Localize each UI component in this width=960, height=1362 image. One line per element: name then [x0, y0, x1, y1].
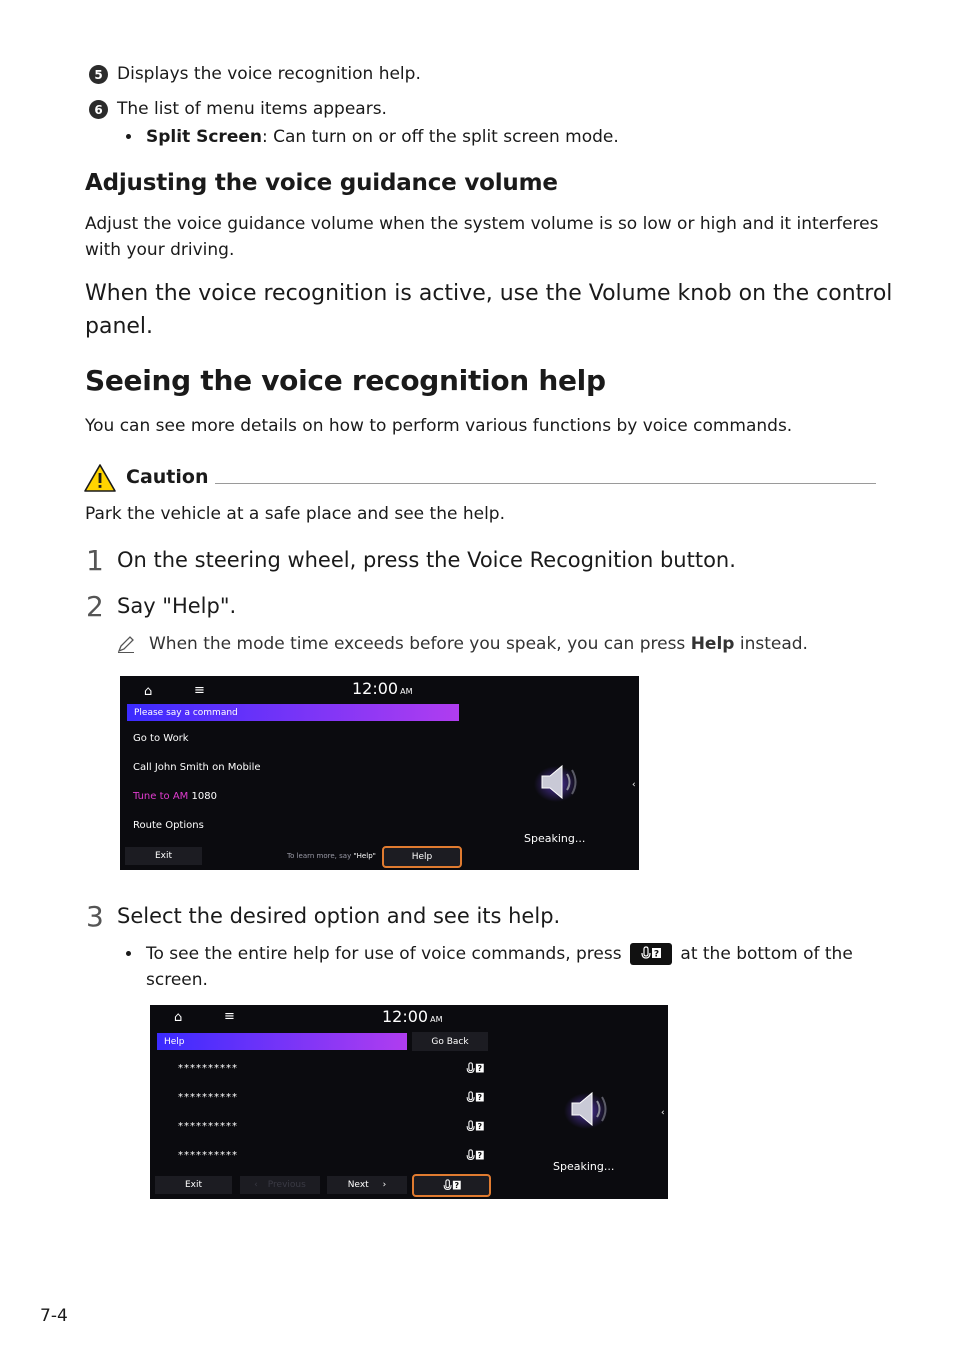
volume-para-line1: Adjust the voice guidance volume when the system volume is so low or high and it interferes	[85, 214, 879, 234]
svg-text:?: ?	[653, 949, 660, 960]
step-marker-5: 5	[89, 65, 108, 84]
split-screen-bullet	[146, 126, 619, 148]
voice-help-icon	[441, 1179, 463, 1193]
note-pencil-icon	[116, 634, 136, 658]
step3-bullet-line1	[146, 943, 853, 965]
chevron-left-icon: ‹	[254, 1180, 258, 1190]
step3-text: Select the desired option and see its help.	[117, 904, 561, 928]
step-number-2: 2	[86, 590, 104, 623]
home-icon[interactable]: ⌂	[174, 1010, 183, 1025]
caution-text: Park the vehicle at a safe place and see the help.	[85, 504, 505, 524]
note-text-post: instead.	[734, 634, 808, 654]
volume-lead-line2: panel.	[85, 314, 154, 339]
clock	[382, 1007, 442, 1026]
speaker-icon	[534, 760, 594, 808]
home-icon[interactable]: ⌂	[144, 684, 153, 699]
help-row[interactable]: **********	[178, 1121, 238, 1132]
go-back-button[interactable]: Go Back	[412, 1032, 488, 1051]
volume-lead-line1: When the voice recognition is active, use the Volume knob on the control	[85, 281, 893, 306]
speaking-label: Speaking...	[524, 832, 586, 845]
next-label: Next	[347, 1180, 369, 1190]
bullet-dot	[126, 951, 131, 956]
svg-text:?: ?	[454, 1180, 459, 1190]
voice-help-icon[interactable]	[464, 1148, 486, 1167]
voice-help-icon[interactable]	[464, 1119, 486, 1138]
clock	[352, 679, 412, 698]
caution-divider	[215, 483, 876, 484]
voice-screen-2	[150, 1005, 668, 1199]
collapse-arrow-icon[interactable]: ‹	[632, 780, 636, 790]
command-row: Go to Work	[133, 733, 189, 744]
note-text	[149, 633, 808, 655]
previous-button[interactable]	[240, 1176, 320, 1194]
step2-text: Say "Help".	[117, 594, 237, 618]
item6-text: The list of menu items appears.	[117, 99, 387, 119]
volume-para-line2: with your driving.	[85, 240, 235, 260]
collapse-arrow-icon[interactable]: ‹	[661, 1108, 665, 1118]
clock-ampm: AM	[430, 1015, 443, 1024]
svg-text:?: ?	[477, 1064, 483, 1074]
voice-help-icon[interactable]	[464, 1061, 486, 1080]
item5-text: Displays the voice recognition help.	[117, 64, 421, 84]
clock-time: 12:00	[352, 679, 399, 698]
learn-more-hint-word: "Help"	[353, 852, 376, 860]
learn-more-hint-text: To learn more, say	[287, 852, 352, 860]
exit-button[interactable]: Exit	[125, 847, 202, 865]
help-banner: Help	[157, 1033, 407, 1050]
help-row[interactable]: **********	[178, 1063, 238, 1074]
command-row: Route Options	[133, 820, 204, 831]
caution-label: Caution	[126, 466, 209, 488]
warning-icon	[83, 463, 117, 497]
previous-label: Previous	[267, 1180, 306, 1190]
voice-screen-1	[120, 676, 639, 870]
voice-help-button[interactable]	[412, 1174, 491, 1197]
svg-text:?: ?	[477, 1122, 483, 1132]
svg-text:?: ?	[477, 1151, 483, 1161]
voice-help-icon	[630, 943, 672, 965]
help-row[interactable]: **********	[178, 1092, 238, 1103]
volume-heading: Adjusting the voice guidance volume	[85, 170, 558, 196]
menu-icon[interactable]: ≡	[224, 1009, 235, 1024]
note-text-bold: Help	[690, 634, 735, 654]
note-text-pre: When the mode time exceeds before you speak, you can press	[149, 634, 691, 654]
split-screen-term: Split Screen	[146, 127, 262, 147]
speaking-label: Speaking...	[553, 1160, 615, 1173]
speaker-icon	[564, 1087, 624, 1135]
next-button[interactable]	[327, 1176, 407, 1194]
step3-bullet-pre: To see the entire help for use of voice commands, press	[146, 944, 622, 964]
step-number-3: 3	[86, 900, 104, 933]
tune-value: 1080	[191, 791, 217, 802]
clock-ampm: AM	[400, 687, 413, 696]
help-row[interactable]: **********	[178, 1150, 238, 1161]
split-screen-desc: : Can turn on or off the split screen mode.	[261, 127, 619, 147]
step-number-1: 1	[86, 544, 104, 577]
help-para: You can see more details on how to perform various functions by voice commands.	[85, 416, 793, 436]
tune-prefix: Tune to AM	[133, 791, 189, 802]
svg-text:?: ?	[477, 1093, 483, 1103]
exit-button[interactable]: Exit	[155, 1176, 232, 1194]
step1-text: On the steering wheel, press the Voice Recognition button.	[117, 548, 736, 572]
command-banner: Please say a command	[127, 704, 459, 721]
step3-bullet-post: at the bottom of the	[680, 944, 853, 964]
bullet-dot	[126, 134, 131, 139]
clock-time: 12:00	[382, 1007, 429, 1026]
step3-bullet-line2: screen.	[146, 970, 208, 990]
learn-more-hint	[287, 852, 376, 860]
step-marker-6: 6	[89, 100, 108, 119]
chevron-right-icon: ›	[382, 1180, 387, 1190]
help-button[interactable]: Help	[382, 846, 462, 868]
command-row: Call John Smith on Mobile	[133, 762, 261, 773]
page-number: 7-4	[40, 1306, 68, 1326]
menu-icon[interactable]: ≡	[194, 683, 205, 698]
help-heading: Seeing the voice recognition help	[85, 364, 606, 397]
voice-help-icon[interactable]	[464, 1090, 486, 1109]
tune-row	[133, 791, 217, 802]
